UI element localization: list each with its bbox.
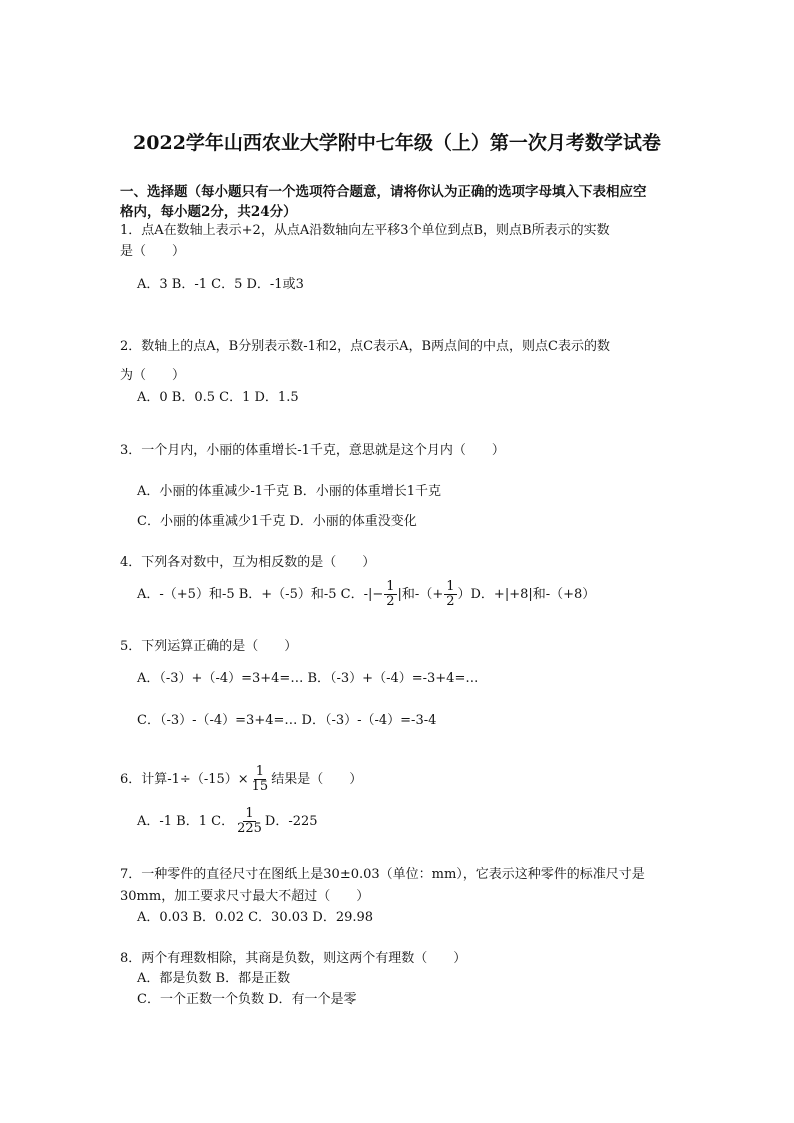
q6-option-c-denominator: 225 xyxy=(237,821,262,836)
section-heading xyxy=(120,182,680,222)
q4-fraction-1 xyxy=(384,580,396,609)
q4-fraction-2-numerator: 1 xyxy=(446,579,455,594)
q7-stem-line1: 7．一种零件的直径尺寸在图纸上是30±0.03（单位：mm），它表示这种零件的标准尺寸是 xyxy=(120,867,645,882)
q5-stem: 5．下列运算正确的是（ ） xyxy=(120,639,298,654)
q4-fraction-1-denominator: 2 xyxy=(386,594,395,609)
q6-options-part1: A．-1 B．1 C． xyxy=(137,814,235,829)
q8-options-cd: C．一个正数一个负数 D．有一个是零 xyxy=(137,992,357,1007)
q8-stem: 8．两个有理数相除，其商是负数，则这两个有理数（ ） xyxy=(120,951,467,966)
q2-stem-line2: 为（ ） xyxy=(120,368,186,383)
q4-options-part2: |和-（+ xyxy=(397,587,444,602)
q1-stem-line1: 1．点A在数轴上表示+2，从点A沿数轴向左平移3个单位到点B，则点B所表示的实数 xyxy=(120,223,610,238)
q4-fraction-1-numerator: 1 xyxy=(386,579,395,594)
q6-stem-part2: 结果是（ ） xyxy=(271,772,363,787)
q4-fraction-2 xyxy=(444,580,456,609)
q6-option-c-fraction xyxy=(235,807,264,836)
q1-stem-line2: 是（ ） xyxy=(120,244,186,259)
q1-options: A．3 B．-1 C．5 D．-1或3 xyxy=(137,277,304,292)
q2-options: A．0 B．0.5 C．1 D．1.5 xyxy=(137,390,299,405)
q6-fraction xyxy=(250,765,271,794)
q8-options-ab: A．都是负数 B．都是正数 xyxy=(137,971,291,986)
q2-stem-line1: 2．数轴上的点A，B分别表示数-1和2，点C表示A，B两点间的中点，则点C表示的数 xyxy=(120,339,610,354)
q5-options-cd: C．（-3）-（-4）=3+4=… D．（-3）-（-4）=-3-4 xyxy=(137,713,437,728)
q6-options-part2: D．-225 xyxy=(264,814,318,829)
q7-options: A．0.03 B．0.02 C．30.03 D．29.98 xyxy=(137,910,374,925)
q6-fraction-denominator: 15 xyxy=(251,779,269,794)
section-heading-line1: 一、选择题（每小题只有一个选项符合题意，请将你认为正确的选项字母填入下表相应空 xyxy=(120,184,647,200)
page-title: 2022学年山西农业大学附中七年级（上）第一次月考数学试卷 xyxy=(133,132,661,154)
q4-options-part1: A．-（+5）和-5 B．+（-5）和-5 C．-|− xyxy=(137,587,384,602)
q3-options-ab: A．小丽的体重减少-1千克 B．小丽的体重增长1千克 xyxy=(137,484,442,499)
q4-options xyxy=(137,580,595,610)
q6-stem-part1: 6．计算-1÷（-15）× xyxy=(120,772,249,787)
q5-options-ab: A．（-3）+（-4）=3+4=… B．（-3）+（-4）=-3+4=… xyxy=(137,671,479,686)
q3-options-cd: C．小丽的体重减少1千克 D．小丽的体重没变化 xyxy=(137,514,417,529)
q6-stem xyxy=(120,764,362,796)
section-heading-line2: 格内，每小题2分，共24分） xyxy=(120,204,297,220)
q6-options xyxy=(137,806,318,838)
q4-options-part3: ）D．+|+8|和-（+8） xyxy=(457,587,596,602)
q6-option-c-numerator: 1 xyxy=(245,806,254,821)
q7-stem-line2: 30mm，加工要求尺寸最大不超过（ ） xyxy=(120,889,370,904)
q6-fraction-numerator: 1 xyxy=(255,764,265,779)
q3-stem: 3．一个月内，小丽的体重增长-1千克，意思就是这个月内（ ） xyxy=(120,443,505,458)
q4-stem: 4．下列各对数中，互为相反数的是（ ） xyxy=(120,555,376,570)
q4-fraction-2-denominator: 2 xyxy=(446,594,455,609)
